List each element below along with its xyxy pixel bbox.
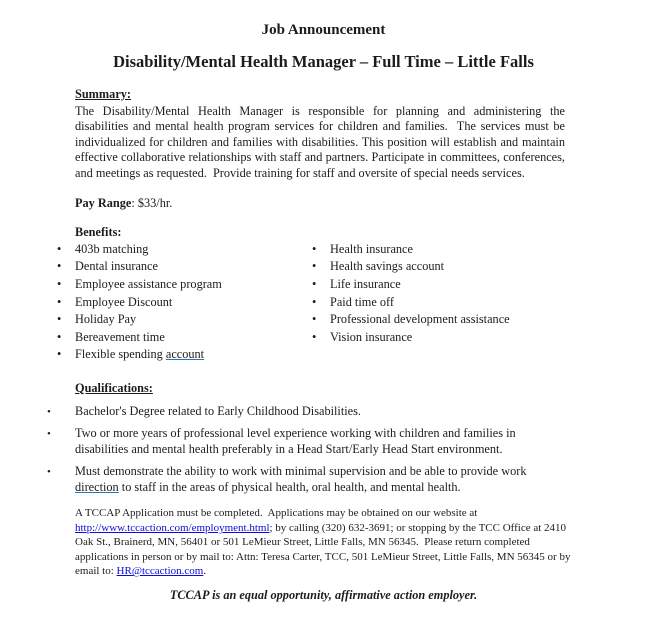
list-item: • Health savings account	[330, 259, 565, 275]
list-item: • Bachelor's Degree related to Early Childhood Disabilities.	[75, 404, 565, 420]
benefit-flexible-prefix: Flexible spending	[75, 347, 166, 362]
document-body	[75, 87, 574, 579]
list-item: • Health insurance	[330, 242, 565, 258]
application-text-1: A TCCAP Application must be completed. Applications may be obtained on our website at	[75, 507, 481, 520]
pay-range-value: : $33/hr.	[131, 195, 173, 210]
employment-page-link[interactable]: http://www.tccaction.com/employment.html	[75, 521, 270, 534]
pay-range-label: Pay Range	[75, 195, 132, 210]
list-item: • Holiday Pay	[75, 312, 330, 328]
list-item: • Vision insurance	[330, 330, 565, 346]
benefits-left-column	[75, 242, 330, 365]
list-item: • Paid time off	[330, 295, 565, 311]
list-item	[75, 464, 565, 495]
qualification-text-prefix: Must demonstrate the ability to work with minimal supervision and be able to provide work	[75, 464, 527, 479]
list-item: • Life insurance	[330, 277, 565, 293]
benefits-list	[75, 242, 565, 365]
list-item: • Bereavement time	[75, 330, 330, 346]
application-paragraph	[75, 506, 580, 578]
list-item: • Employee assistance program	[75, 277, 330, 293]
qualifications-heading: Qualifications:	[75, 380, 153, 395]
list-item: • Professional development assistance	[330, 312, 565, 328]
summary-paragraph: The Disability/Mental Health Manager is responsible for planning and administering the disabilities and mental health program services for children and families. The services must be individualized for children and families with disabilities. This position will establish and maintain effective collaborative relationships with staff and partners. Participate in committees, conferences, and meetings as requested. Provide training for staff and oversite of special needs services.	[75, 103, 569, 180]
application-text-2: ; by calling (320) 632-3691; or stopping by the TCC Office at 2410 Oak St., Brainerd, MN, 56401 or 501 LeMieur Street, Little Falls, MN 56345. Please return completed applications in person or by mail to: Attn: Teresa Carter, TCC, 501 LeMieur Street, Little Falls, MN 56345 or by email to:	[75, 521, 574, 578]
qualification-text-suffix: to staff in the areas of physical health, oral health, and mental health.	[118, 479, 461, 494]
eeo-footer-statement: TCCAP is an equal opportunity, affirmative action employer.	[169, 587, 478, 602]
list-item	[75, 347, 330, 363]
list-item: • Employee Discount	[75, 295, 330, 311]
pay-range-line	[75, 196, 565, 212]
job-title: Disability/Mental Health Manager – Full Time – Little Falls	[113, 52, 534, 71]
application-text-3: .	[203, 565, 207, 578]
benefit-flexible-underlined-word: account	[165, 347, 205, 362]
list-item: • Dental insurance	[75, 259, 330, 275]
list-item: • 403b matching	[75, 242, 330, 258]
qualification-underlined-word: direction	[75, 479, 119, 494]
benefits-right-column	[330, 242, 565, 365]
list-item: • Two or more years of professional level experience working with children and families in disabilities and mental health preferably in a Head Start/Early Head Start environment.	[75, 426, 565, 457]
summary-heading: Summary:	[75, 87, 132, 101]
qualifications-list	[75, 404, 565, 496]
document-title: Job Announcement	[261, 22, 386, 38]
benefits-heading: Benefits:	[75, 225, 122, 240]
hr-email-link[interactable]: HR@tccaction.com	[116, 565, 204, 578]
